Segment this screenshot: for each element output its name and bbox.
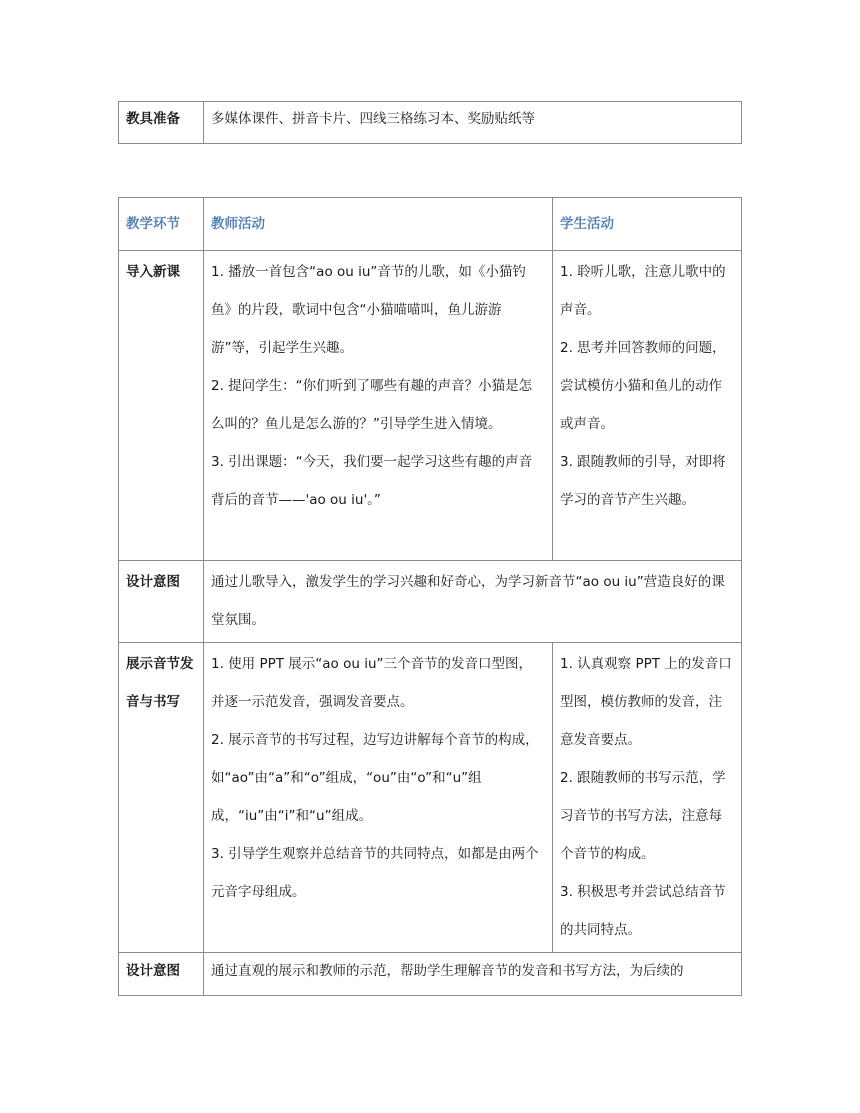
design-intent-cell: 通过直观的展示和教师的示范，帮助学生理解音节的发音和书写方法，为后续的 xyxy=(204,953,742,996)
header-stage: 教学环节 xyxy=(119,198,204,251)
teacher-step: 2. 展示音节的书写过程，边写边讲解每个音节的构成，如“ao”由“a”和“o”组成，“ou”由“o”和“u”组成，“iu”由“i”和“u”组成。 xyxy=(211,732,539,824)
teacher-activity-cell xyxy=(204,643,553,953)
stage-cell: 设计意图 xyxy=(119,561,204,643)
student-step: 3. 积极思考并尝试总结音节的共同特点。 xyxy=(560,884,726,938)
teacher-step: 1. 播放一首包含“ao ou iu”音节的儿歌，如《小猫钓鱼》的片段，歌词中包含“小猫喵喵叫，鱼儿游游游”等，引起学生兴趣。 xyxy=(211,264,526,356)
teaching-aids-content: 多媒体课件、拼音卡片、四线三格练习本、奖励贴纸等 xyxy=(204,102,742,144)
student-step: 2. 跟随教师的书写示范，学习音节的书写方法，注意每个音节的构成。 xyxy=(560,770,726,862)
stage-cell: 展示音节发音与书写 xyxy=(119,643,204,953)
student-step: 1. 聆听儿歌，注意儿歌中的声音。 xyxy=(560,264,726,318)
student-activity-cell xyxy=(553,643,742,953)
teacher-step: 1. 使用 PPT 展示“ao ou iu”三个音节的发音口型图，并逐一示范发音，强调发音要点。 xyxy=(211,656,533,710)
stage-cell: 设计意图 xyxy=(119,953,204,996)
table-row xyxy=(119,561,742,643)
teaching-aids-row xyxy=(119,102,742,144)
design-intent-cell: 通过儿歌导入，激发学生的学习兴趣和好奇心，为学习新音节“ao ou iu”营造良好的课堂氛围。 xyxy=(204,561,742,643)
table-row xyxy=(119,251,742,561)
teaching-aids-label: 教具准备 xyxy=(119,102,204,144)
student-activity-cell xyxy=(553,251,742,561)
teacher-step: 3. 引出课题：“今天，我们要一起学习这些有趣的声音背后的音节——'ao ou iu'。” xyxy=(211,454,533,508)
table-header-row xyxy=(119,198,742,251)
teacher-step: 3. 引导学生观察并总结音节的共同特点，如都是由两个元音字母组成。 xyxy=(211,846,539,900)
student-step: 1. 认真观察 PPT 上的发音口型图，模仿教师的发音，注意发音要点。 xyxy=(560,656,732,748)
student-step: 2. 思考并回答教师的问题，尝试模仿小猫和鱼儿的动作或声音。 xyxy=(560,340,726,432)
table-row xyxy=(119,643,742,953)
teacher-step: 2. 提问学生：“你们听到了哪些有趣的声音？小猫是怎么叫的？鱼儿是怎么游的？”引导学生进入情境。 xyxy=(211,378,533,432)
stage-cell: 导入新课 xyxy=(119,251,204,561)
teaching-aids-table xyxy=(118,101,742,144)
header-student-activity: 学生活动 xyxy=(553,198,742,251)
teacher-activity-cell xyxy=(204,251,553,561)
header-teacher-activity: 教师活动 xyxy=(204,198,553,251)
table-row xyxy=(119,953,742,996)
student-step: 3. 跟随教师的引导，对即将学习的音节产生兴趣。 xyxy=(560,454,726,508)
lesson-plan-table xyxy=(118,197,742,996)
